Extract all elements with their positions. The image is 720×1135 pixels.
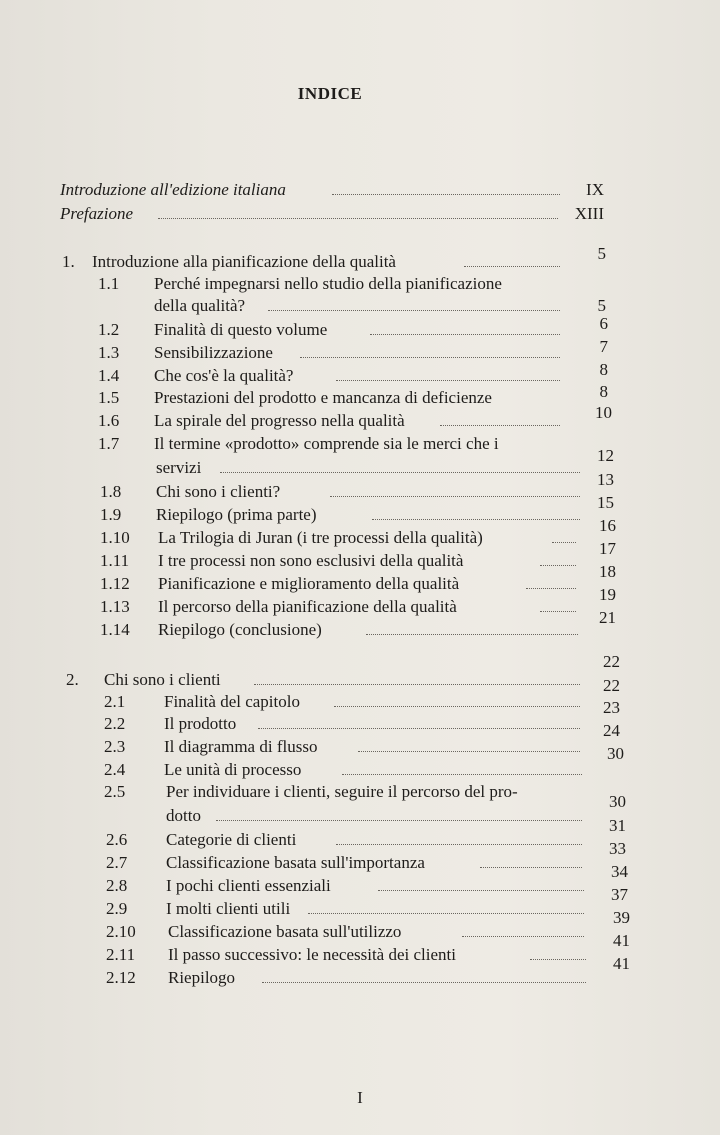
section-title-continued: servizi (156, 458, 202, 477)
section-title: Perché impegnarsi nello studio della pianificazione (154, 274, 502, 293)
chapter-title: Chi sono i clienti (104, 670, 221, 689)
section-title: I tre processi non sono esclusivi della qualità (158, 551, 464, 570)
section-title: Il prodotto (164, 714, 237, 733)
toc-page-number: 10 (595, 403, 612, 422)
toc-page-number: 22 (603, 652, 620, 671)
section-title: Sensibilizzazione (154, 343, 273, 362)
dot-leader (258, 728, 580, 729)
toc-page-number: 17 (599, 539, 616, 558)
dot-leader (464, 266, 560, 267)
section-number: 2.6 (106, 830, 128, 849)
toc-page-number: 8 (599, 382, 608, 401)
dot-leader (268, 310, 560, 311)
section-title: Classificazione basata sull'importanza (166, 853, 425, 872)
dot-leader (300, 357, 560, 358)
section-title: Il passo successivo: le necessità dei clienti (168, 945, 456, 964)
dot-leader (336, 844, 582, 845)
section-number: 1.9 (100, 505, 122, 524)
toc-page-number: 41 (613, 954, 630, 973)
section-title: Per individuare i clienti, seguire il percorso del pro- (166, 782, 518, 801)
section-title: Chi sono i clienti? (156, 482, 281, 501)
section-number: 2.7 (106, 853, 128, 872)
section-title: Riepilogo (prima parte) (156, 505, 317, 524)
section-title: La Trilogia di Juran (i tre processi della qualità) (158, 528, 483, 547)
toc-page-number: 24 (603, 721, 620, 740)
dot-leader (332, 194, 560, 195)
section-number: 1.8 (100, 482, 122, 501)
toc-page-number: 37 (611, 885, 628, 904)
section-number: 1.4 (98, 366, 120, 385)
section-number: 2.10 (106, 922, 136, 941)
dot-leader (254, 684, 580, 685)
section-title: Il percorso della pianificazione della qualità (158, 597, 457, 616)
dot-leader (440, 425, 560, 426)
dot-leader (342, 774, 582, 775)
toc-page-number: 33 (609, 839, 626, 858)
dot-leader (216, 820, 582, 821)
toc-entry-text: Introduzione all'edizione italiana (60, 180, 286, 199)
section-title: Finalità del capitolo (164, 692, 300, 711)
chapter-number: 2. (66, 670, 79, 689)
section-number: 1.7 (98, 434, 120, 453)
section-number: 1.11 (100, 551, 130, 570)
section-title: Finalità di questo volume (154, 320, 328, 339)
section-number: 1.1 (98, 274, 120, 293)
section-number: 1.10 (100, 528, 130, 547)
dot-leader (330, 496, 580, 497)
section-title: Pianificazione e miglioramento della qualità (158, 574, 460, 593)
section-title: Riepilogo (168, 968, 236, 987)
dot-leader (262, 982, 586, 983)
toc-page-number: 16 (599, 516, 616, 535)
toc-page-number: 30 (609, 792, 626, 811)
section-number: 1.14 (100, 620, 130, 639)
section-number: 2.8 (106, 876, 128, 895)
toc-page-number: IX (586, 180, 604, 199)
section-number: 1.13 (100, 597, 130, 616)
section-title-continued: della qualità? (154, 296, 246, 315)
toc-page-number: 30 (607, 744, 624, 763)
dot-leader (462, 936, 584, 937)
dot-leader (372, 519, 580, 520)
dot-leader (334, 706, 580, 707)
section-number: 1.12 (100, 574, 130, 593)
toc-page-number: 21 (599, 608, 616, 627)
toc-entry-text: Prefazione (60, 204, 134, 223)
section-number: 2.3 (104, 737, 126, 756)
toc-page-number: 22 (603, 676, 620, 695)
toc-page-number: 13 (597, 470, 614, 489)
toc-page-number: 19 (599, 585, 616, 604)
section-number: 2.4 (104, 760, 126, 779)
toc-page-number: 12 (597, 446, 614, 465)
toc-page-number: 34 (611, 862, 628, 881)
section-title: Il termine «prodotto» comprende sia le merci che i (154, 434, 499, 453)
dot-leader (366, 634, 578, 635)
dot-leader (220, 472, 580, 473)
section-number: 2.9 (106, 899, 128, 918)
section-title: Categorie di clienti (166, 830, 297, 849)
dot-leader (370, 334, 560, 335)
dot-leader (158, 218, 558, 219)
dot-leader (378, 890, 584, 891)
section-number: 2.1 (104, 692, 126, 711)
section-title: Le unità di processo (164, 760, 302, 779)
dot-leader (308, 913, 584, 914)
toc-page-number: 18 (599, 562, 616, 581)
section-title: La spirale del progresso nella qualità (154, 411, 405, 430)
section-number: 2.12 (106, 968, 136, 987)
section-title: Classificazione basata sull'utilizzo (168, 922, 402, 941)
page-title: INDICE (297, 84, 363, 103)
section-title: Prestazioni del prodotto e mancanza di deficienze (154, 388, 492, 407)
section-title-continued: dotto (166, 806, 201, 825)
toc-page-number: 15 (597, 493, 614, 512)
section-title: I pochi clienti essenziali (166, 876, 331, 895)
section-title: I molti clienti utili (166, 899, 291, 918)
toc-page-number: 41 (613, 931, 630, 950)
section-number: 2.11 (106, 945, 136, 964)
toc-page-number: 8 (599, 360, 608, 379)
toc-page-number: 5 (597, 244, 606, 263)
toc-page-number: 23 (603, 698, 620, 717)
toc-page-number: 7 (599, 337, 608, 356)
chapter-title: Introduzione alla pianificazione della qualità (92, 252, 396, 271)
section-title: Il diagramma di flusso (164, 737, 318, 756)
toc-page-number: 31 (609, 816, 626, 835)
section-number: 1.3 (98, 343, 120, 362)
section-number: 2.2 (104, 714, 126, 733)
dot-leader (480, 867, 582, 868)
dot-leader (336, 380, 560, 381)
dot-leader (358, 751, 580, 752)
section-number: 1.2 (98, 320, 120, 339)
section-number: 1.6 (98, 411, 120, 430)
section-number: 1.5 (98, 388, 120, 407)
page-folio: I (357, 1088, 363, 1107)
toc-page-number: 39 (613, 908, 630, 927)
toc-page-number: XIII (574, 204, 604, 223)
toc-page-number: 5 (597, 296, 606, 315)
section-title: Riepilogo (conclusione) (158, 620, 322, 639)
chapter-number: 1. (62, 252, 75, 271)
section-title: Che cos'è la qualità? (154, 366, 294, 385)
toc-page-number: 6 (599, 314, 608, 333)
section-number: 2.5 (104, 782, 126, 801)
